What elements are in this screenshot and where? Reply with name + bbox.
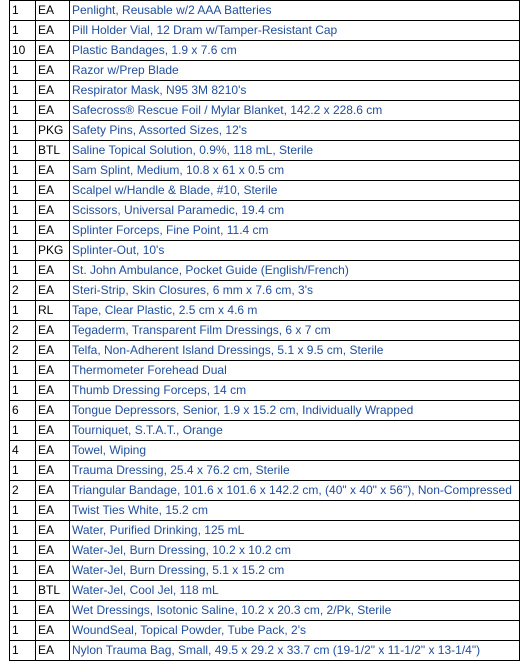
table-row: [10, 441, 520, 461]
item-description-cell: Plastic Bandages, 1.9 x 7.6 cm: [70, 41, 520, 61]
item-description-cell: Razor w/Prep Blade: [70, 61, 520, 81]
unit-cell: EA: [36, 261, 70, 281]
item-description-cell: Water-Jel, Burn Dressing, 10.2 x 10.2 cm: [70, 541, 520, 561]
item-description-cell: Telfa, Non-Adherent Island Dressings, 5.1 x 9.5 cm, Sterile: [70, 341, 520, 361]
item-description-cell: Twist Ties White, 15.2 cm: [70, 501, 520, 521]
unit-cell: EA: [36, 181, 70, 201]
quantity-cell: 1: [10, 621, 36, 641]
unit-cell: EA: [36, 481, 70, 501]
quantity-cell: 1: [10, 141, 36, 161]
table-row: [10, 301, 520, 321]
unit-cell: EA: [36, 221, 70, 241]
item-description-cell: Respirator Mask, N95 3M 8210's: [70, 81, 520, 101]
unit-cell: EA: [36, 381, 70, 401]
quantity-cell: 1: [10, 581, 36, 601]
item-description-cell: Tegaderm, Transparent Film Dressings, 6 x 7 cm: [70, 321, 520, 341]
quantity-cell: 1: [10, 381, 36, 401]
unit-cell: EA: [36, 461, 70, 481]
unit-cell: EA: [36, 201, 70, 221]
quantity-cell: 1: [10, 301, 36, 321]
quantity-cell: 1: [10, 421, 36, 441]
table-row: [10, 261, 520, 281]
unit-cell: EA: [36, 341, 70, 361]
quantity-cell: 1: [10, 1, 36, 21]
quantity-cell: 2: [10, 281, 36, 301]
quantity-cell: 1: [10, 241, 36, 261]
unit-cell: EA: [36, 61, 70, 81]
quantity-cell: 6: [10, 401, 36, 421]
quantity-cell: 1: [10, 541, 36, 561]
quantity-cell: 1: [10, 21, 36, 41]
unit-cell: EA: [36, 641, 70, 661]
item-description-cell: Safety Pins, Assorted Sizes, 12's: [70, 121, 520, 141]
unit-cell: EA: [36, 501, 70, 521]
table-row: [10, 481, 520, 501]
item-description-cell: Saline Topical Solution, 0.9%, 118 mL, Sterile: [70, 141, 520, 161]
table-row: [10, 1, 520, 21]
item-description-cell: Scalpel w/Handle & Blade, #10, Sterile: [70, 181, 520, 201]
table-row: [10, 201, 520, 221]
item-description-cell: Splinter-Out, 10's: [70, 241, 520, 261]
quantity-cell: 4: [10, 441, 36, 461]
quantity-cell: 1: [10, 561, 36, 581]
quantity-cell: 1: [10, 121, 36, 141]
item-description-cell: WoundSeal, Topical Powder, Tube Pack, 2's: [70, 621, 520, 641]
item-description-cell: Water-Jel, Burn Dressing, 5.1 x 15.2 cm: [70, 561, 520, 581]
item-description-cell: Pill Holder Vial, 12 Dram w/Tamper-Resistant Cap: [70, 21, 520, 41]
quantity-cell: 1: [10, 361, 36, 381]
table-row: [10, 21, 520, 41]
table-row: [10, 421, 520, 441]
quantity-cell: 2: [10, 481, 36, 501]
unit-cell: EA: [36, 621, 70, 641]
unit-cell: EA: [36, 1, 70, 21]
item-description-cell: Water, Purified Drinking, 125 mL: [70, 521, 520, 541]
quantity-cell: 1: [10, 181, 36, 201]
inventory-table: [9, 0, 520, 661]
table-row: [10, 361, 520, 381]
quantity-cell: 1: [10, 61, 36, 81]
unit-cell: EA: [36, 441, 70, 461]
unit-cell: EA: [36, 541, 70, 561]
quantity-cell: 1: [10, 501, 36, 521]
unit-cell: EA: [36, 81, 70, 101]
unit-cell: EA: [36, 101, 70, 121]
item-description-cell: Trauma Dressing, 25.4 x 76.2 cm, Sterile: [70, 461, 520, 481]
unit-cell: PKG: [36, 121, 70, 141]
table-row: [10, 281, 520, 301]
item-description-cell: Scissors, Universal Paramedic, 19.4 cm: [70, 201, 520, 221]
table-row: [10, 241, 520, 261]
quantity-cell: 2: [10, 341, 36, 361]
item-description-cell: Steri-Strip, Skin Closures, 6 mm x 7.6 cm, 3's: [70, 281, 520, 301]
unit-cell: EA: [36, 421, 70, 441]
table-row: [10, 561, 520, 581]
item-description-cell: Tongue Depressors, Senior, 1.9 x 15.2 cm, Individually Wrapped: [70, 401, 520, 421]
unit-cell: EA: [36, 361, 70, 381]
item-description-cell: Thumb Dressing Forceps, 14 cm: [70, 381, 520, 401]
unit-cell: EA: [36, 21, 70, 41]
unit-cell: BTL: [36, 141, 70, 161]
item-description-cell: Penlight, Reusable w/2 AAA Batteries: [70, 1, 520, 21]
unit-cell: EA: [36, 521, 70, 541]
table-row: [10, 221, 520, 241]
quantity-cell: 1: [10, 221, 36, 241]
table-row: [10, 401, 520, 421]
item-description-cell: Splinter Forceps, Fine Point, 11.4 cm: [70, 221, 520, 241]
table-row: [10, 81, 520, 101]
item-description-cell: Triangular Bandage, 101.6 x 101.6 x 142.2 cm, (40" x 40" x 56"), Non-Compressed: [70, 481, 520, 501]
unit-cell: EA: [36, 401, 70, 421]
unit-cell: EA: [36, 161, 70, 181]
table-row: [10, 381, 520, 401]
unit-cell: RL: [36, 301, 70, 321]
item-description-cell: Towel, Wiping: [70, 441, 520, 461]
table-row: [10, 61, 520, 81]
unit-cell: EA: [36, 561, 70, 581]
item-description-cell: Water-Jel, Cool Jel, 118 mL: [70, 581, 520, 601]
table-row: [10, 641, 520, 661]
inventory-table-body: [10, 1, 520, 661]
table-row: [10, 621, 520, 641]
quantity-cell: 1: [10, 261, 36, 281]
table-row: [10, 161, 520, 181]
quantity-cell: 1: [10, 161, 36, 181]
table-row: [10, 321, 520, 341]
table-row: [10, 581, 520, 601]
quantity-cell: 1: [10, 521, 36, 541]
item-description-cell: Thermometer Forehead Dual: [70, 361, 520, 381]
quantity-cell: 1: [10, 201, 36, 221]
item-description-cell: Safecross® Rescue Foil / Mylar Blanket, 142.2 x 228.6 cm: [70, 101, 520, 121]
quantity-cell: 2: [10, 321, 36, 341]
item-description-cell: Nylon Trauma Bag, Small, 49.5 x 29.2 x 33.7 cm (19-1/2" x 11-1/2" x 13-1/4"): [70, 641, 520, 661]
item-description-cell: Sam Splint, Medium, 10.8 x 61 x 0.5 cm: [70, 161, 520, 181]
item-description-cell: St. John Ambulance, Pocket Guide (English/French): [70, 261, 520, 281]
table-row: [10, 601, 520, 621]
unit-cell: EA: [36, 41, 70, 61]
unit-cell: EA: [36, 601, 70, 621]
quantity-cell: 1: [10, 641, 36, 661]
quantity-cell: 1: [10, 101, 36, 121]
table-row: [10, 121, 520, 141]
table-row: [10, 41, 520, 61]
table-row: [10, 521, 520, 541]
table-row: [10, 341, 520, 361]
table-row: [10, 101, 520, 121]
unit-cell: PKG: [36, 241, 70, 261]
table-row: [10, 501, 520, 521]
unit-cell: EA: [36, 281, 70, 301]
quantity-cell: 1: [10, 81, 36, 101]
item-description-cell: Tourniquet, S.T.A.T., Orange: [70, 421, 520, 441]
unit-cell: EA: [36, 321, 70, 341]
table-row: [10, 181, 520, 201]
table-row: [10, 141, 520, 161]
item-description-cell: Tape, Clear Plastic, 2.5 cm x 4.6 m: [70, 301, 520, 321]
quantity-cell: 1: [10, 601, 36, 621]
quantity-cell: 1: [10, 461, 36, 481]
item-description-cell: Wet Dressings, Isotonic Saline, 10.2 x 20.3 cm, 2/Pk, Sterile: [70, 601, 520, 621]
quantity-cell: 10: [10, 41, 36, 61]
table-row: [10, 541, 520, 561]
table-row: [10, 461, 520, 481]
unit-cell: BTL: [36, 581, 70, 601]
